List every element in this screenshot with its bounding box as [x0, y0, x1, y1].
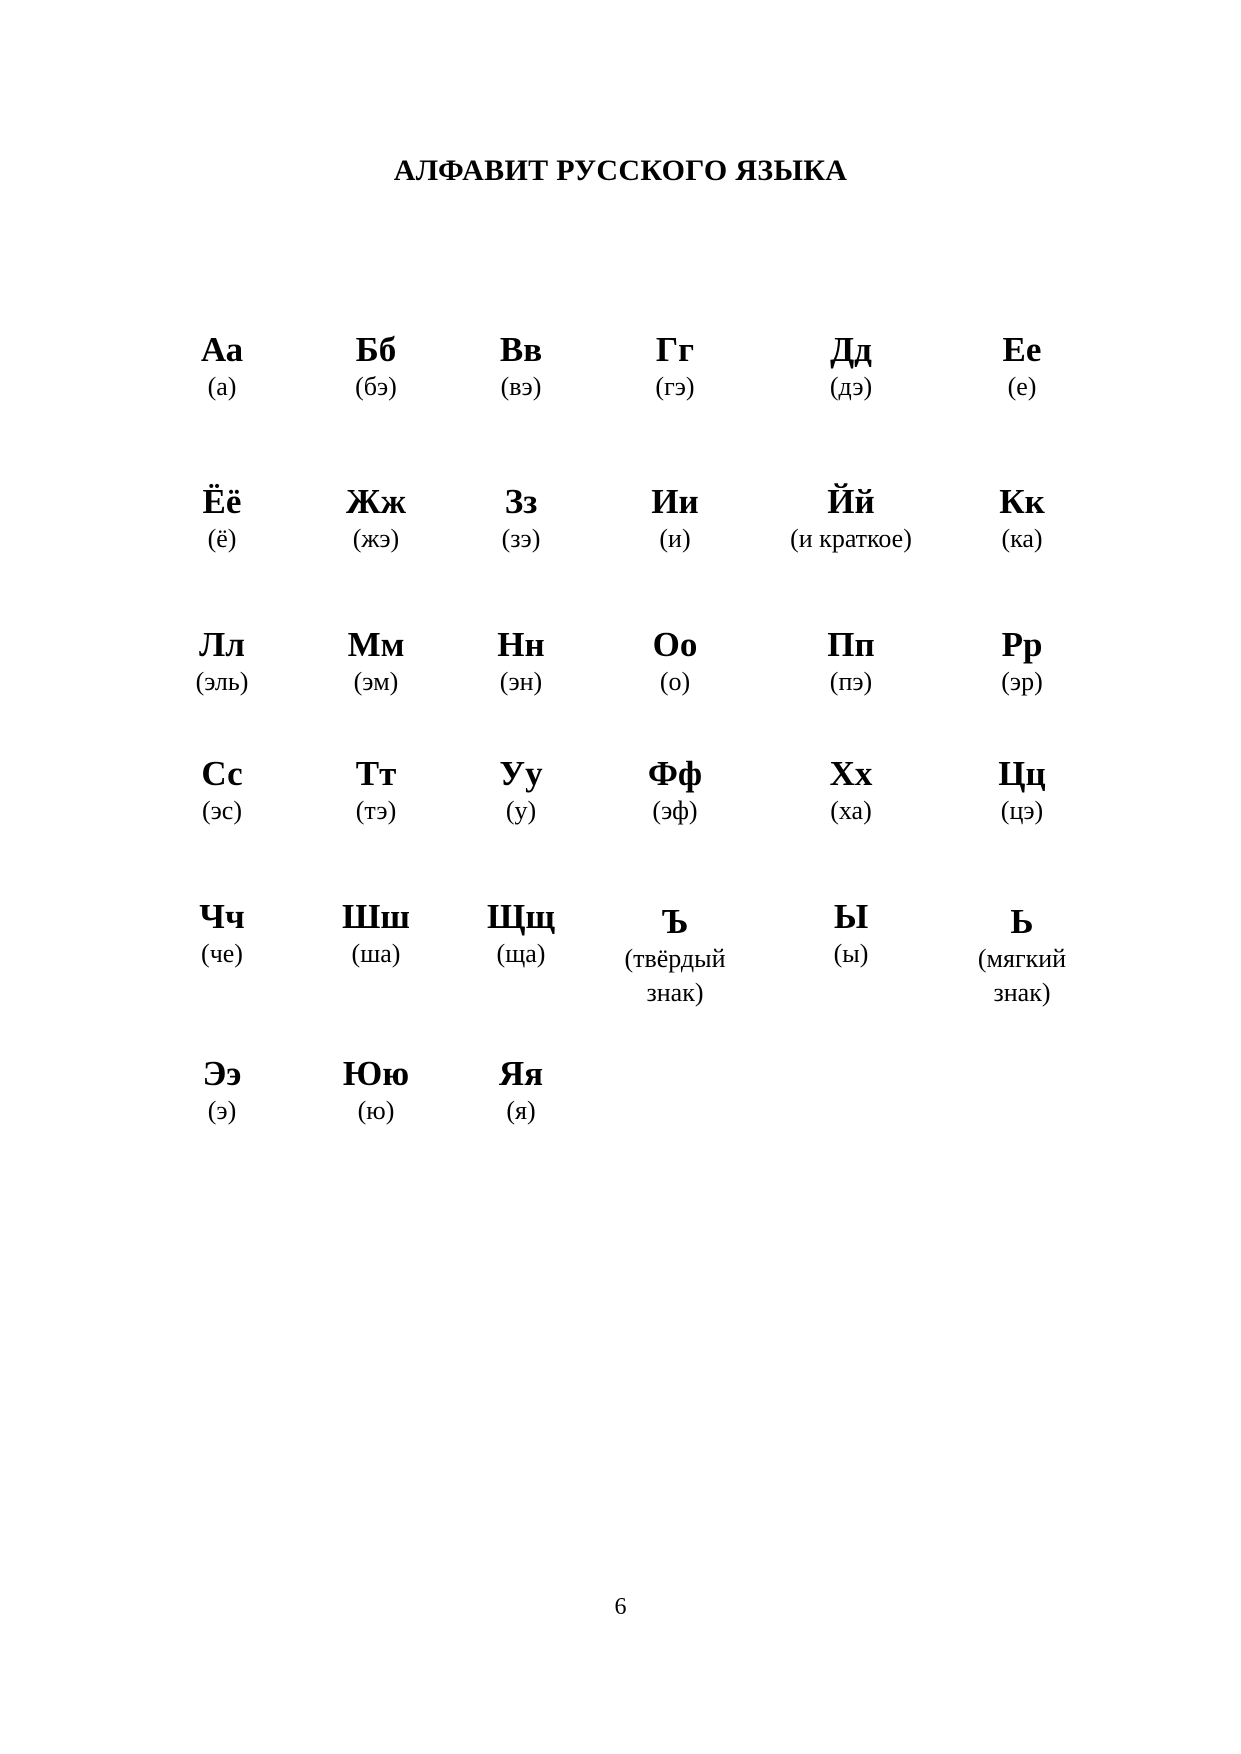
letter-glyph: Яя [498, 1054, 544, 1093]
letter-glyph: Ь [1010, 902, 1034, 941]
letter-name: (пэ) [829, 667, 873, 696]
letter-name: (ша) [351, 939, 401, 968]
letter-cell [751, 754, 951, 828]
letter-name: (цэ) [1000, 796, 1044, 825]
letter-name: (зэ) [501, 524, 541, 553]
letter-name: (че) [201, 939, 243, 968]
letter-name: (ща) [496, 939, 546, 968]
letter-name: (и краткое) [790, 524, 912, 553]
letter-cell [575, 482, 775, 556]
letter-glyph: Рр [1001, 625, 1043, 664]
letter-glyph: Цц [998, 754, 1046, 793]
letter-glyph: Кк [999, 482, 1045, 521]
letter-glyph: Пп [827, 625, 875, 664]
letter-name: (я) [506, 1096, 536, 1125]
letter-glyph: Ёё [202, 482, 242, 521]
letter-name: (у) [505, 796, 537, 825]
letter-glyph: Ээ [202, 1054, 242, 1093]
letter-glyph: Йй [827, 482, 875, 521]
letter-name: (ка) [1001, 524, 1043, 553]
letter-name: (ха) [830, 796, 872, 825]
letter-glyph: Шш [342, 897, 410, 936]
letter-glyph: Жж [346, 482, 406, 521]
letter-name: (эм) [353, 667, 399, 696]
letter-cell [922, 625, 1122, 699]
letter-name: (и) [659, 524, 691, 553]
letter-glyph: Оо [652, 625, 698, 664]
letter-cell [922, 754, 1122, 828]
letter-name: (эр) [1001, 667, 1043, 696]
letter-glyph: Тт [355, 754, 397, 793]
letter-name: (бэ) [355, 372, 397, 401]
letter-name: (о) [659, 667, 691, 696]
letter-cell [421, 1054, 621, 1128]
letter-glyph: Вв [499, 330, 543, 369]
letter-glyph: Фф [647, 754, 703, 793]
letter-glyph: Юю [342, 1054, 410, 1093]
letter-name: (гэ) [655, 372, 695, 401]
letter-name: (твёрдый знак) [624, 944, 726, 1007]
letter-name: (мягкий знак) [977, 944, 1067, 1007]
letter-glyph: Хх [829, 754, 873, 793]
letter-name: (эль) [195, 667, 249, 696]
letter-name: (жэ) [352, 524, 400, 553]
letter-name: (тэ) [355, 796, 397, 825]
letter-glyph: Бб [355, 330, 397, 369]
letter-cell [575, 625, 775, 699]
letter-cell [575, 330, 775, 404]
letter-name: (дэ) [829, 372, 873, 401]
letter-glyph: Гг [655, 330, 695, 369]
letter-cell [575, 754, 775, 828]
letter-glyph: Ии [651, 482, 699, 521]
letter-cell [751, 330, 951, 404]
letter-name: (э) [207, 1096, 237, 1125]
letter-name: (е) [1007, 372, 1037, 401]
letter-name: (эф) [652, 796, 698, 825]
letter-cell [751, 482, 951, 556]
letter-glyph: Уу [499, 754, 543, 793]
letter-glyph: Зз [504, 482, 538, 521]
letter-name: (ю) [357, 1096, 395, 1125]
letter-glyph: Щщ [487, 897, 555, 936]
letter-glyph: Ы [833, 897, 869, 936]
letter-glyph: Ее [1002, 330, 1042, 369]
letter-glyph: Ъ [661, 902, 689, 941]
letter-cell [922, 902, 1122, 1010]
letter-cell [751, 625, 951, 699]
letter-name: (вэ) [500, 372, 542, 401]
letter-glyph: Лл [199, 625, 245, 664]
letter-name: (а) [207, 372, 237, 401]
letter-name: (ё) [207, 524, 237, 553]
page-title: АЛФАВИТ РУССКОГО ЯЗЫКА [393, 154, 848, 187]
page-number: 6 [614, 1594, 627, 1620]
letter-name: (ы) [833, 939, 869, 968]
letter-cell [751, 897, 951, 971]
letter-name: (эс) [201, 796, 242, 825]
letter-cell [575, 902, 775, 1010]
letter-name: (эн) [499, 667, 543, 696]
letter-cell [922, 330, 1122, 404]
letter-glyph: Чч [199, 897, 245, 936]
letter-glyph: Нн [497, 625, 545, 664]
letter-glyph: Мм [347, 625, 405, 664]
letter-glyph: Дд [830, 330, 872, 369]
letter-glyph: Аа [200, 330, 244, 369]
letter-cell [922, 482, 1122, 556]
letter-glyph: Сс [201, 754, 243, 793]
